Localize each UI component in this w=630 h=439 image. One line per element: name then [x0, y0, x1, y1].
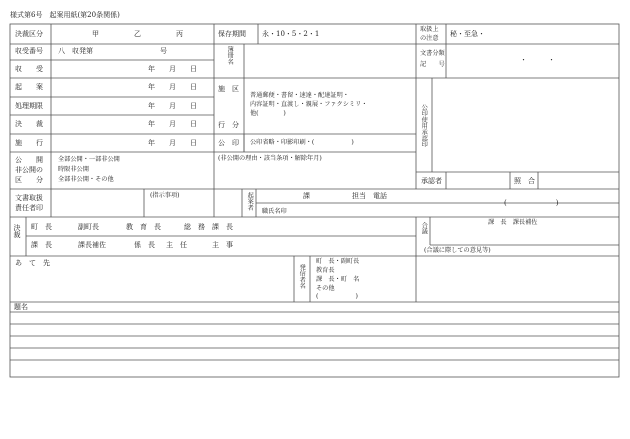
approval-title: 主 事 — [212, 241, 233, 249]
delivery-methods-line-1[interactable]: 普通郵便・書留・速達・配達証明・ — [250, 92, 349, 99]
consultation-label: 合議 — [420, 222, 428, 235]
approver-label: 承認者 — [421, 177, 442, 185]
phone-label: 電話 — [373, 192, 387, 200]
category-label: 施 区 — [218, 85, 239, 93]
drafter-label: 起案者 — [246, 192, 254, 211]
approval-title: 課 長 — [31, 241, 52, 249]
seal-approval-label: 公印使用承認印 — [420, 104, 428, 148]
date-row-value[interactable]: 年 月 日 — [148, 83, 197, 91]
date-row-label: 収 受 — [15, 65, 43, 73]
receipt-number-prefix: 八 収発第 — [58, 47, 93, 55]
seal-options[interactable]: 公印省略・印影印刷・( ) — [250, 139, 354, 146]
handling-label-2: の注意 — [420, 35, 439, 42]
date-row-label: 施 行 — [15, 139, 43, 147]
handler-label-2: 責任者印 — [15, 204, 43, 212]
sender-label: 発信者名 — [298, 264, 306, 289]
instruction-label: (指示事項) — [150, 192, 180, 199]
approval-title: 町 長 — [31, 223, 52, 231]
subject-label: 題名 — [14, 303, 28, 311]
doc-class-label-2: 記 号 — [420, 61, 445, 68]
approval-title: 係 長 — [134, 241, 155, 249]
handling-label-1: 取扱上 — [420, 26, 439, 33]
decision-option-hei[interactable]: 丙 — [176, 30, 183, 38]
approval-label: 決裁 — [13, 224, 21, 238]
person-in-charge-label: 担当 — [352, 192, 366, 200]
disclosure-note: (非公開の理由・該当条項・解除年月) — [218, 155, 322, 162]
delivery-methods-line-3[interactable]: 他( ) — [250, 110, 286, 117]
delivery-methods-line-2[interactable]: 内容証明・直渡し・親展・ファクシミリ・ — [250, 101, 368, 108]
approval-title: 教 育 長 — [126, 223, 161, 231]
sender-option[interactable]: ( ) — [316, 293, 358, 300]
decision-option-otsu[interactable]: 乙 — [134, 30, 141, 38]
title-name-label: 職氏名印 — [262, 208, 287, 215]
consultation-opinion: (合議に際しての意見等) — [424, 247, 491, 254]
approval-title: 総 務 課 長 — [184, 223, 233, 231]
section-label: 課 — [303, 192, 310, 200]
sender-option[interactable]: 教育長 — [316, 267, 335, 274]
disclosure-label-3: 区 分 — [15, 176, 43, 184]
decision-option-ko[interactable]: 甲 — [92, 30, 99, 38]
sender-option[interactable]: その他 — [316, 285, 335, 292]
date-row-label: 決 裁 — [15, 120, 43, 128]
disclosure-option[interactable]: 全部公開・一部非公開 — [58, 156, 120, 163]
date-row-label: 処理期限 — [15, 102, 43, 110]
co-sign-label: 照 合 — [514, 177, 535, 185]
receipt-number-label: 収受番号 — [15, 47, 43, 55]
doc-class-label-1: 文書分類 — [420, 50, 445, 57]
doc-class-separators[interactable]: ・ ・ — [520, 56, 555, 64]
receipt-number-suffix: 号 — [160, 47, 167, 55]
addressee-label: あ て 先 — [15, 259, 50, 267]
disclosure-label-1: 公 開 — [15, 156, 43, 164]
date-row-value[interactable]: 年 月 日 — [148, 139, 197, 147]
decision-category-label: 決裁区分 — [15, 30, 43, 38]
filing-label: 簿冊名 — [226, 46, 234, 65]
date-row-label: 起 案 — [15, 83, 43, 91]
approval-title: 課長補佐 — [78, 241, 106, 249]
form-number: 様式第6号 起案用紙(第20条関係) — [10, 11, 120, 19]
disclosure-option[interactable]: 全部非公開・その他 — [58, 176, 114, 183]
retention-values[interactable]: 永・10・5・2・1 — [262, 30, 320, 38]
consultation-titles: 課 長 課長補佐 — [488, 219, 538, 226]
sender-option[interactable]: 課 長・町 名 — [316, 276, 360, 283]
seal-label: 公 印 — [218, 139, 239, 147]
handler-label-1: 文書取扱 — [15, 194, 43, 202]
date-row-value[interactable]: 年 月 日 — [148, 102, 197, 110]
handling-values[interactable]: 秘・至急・ — [450, 30, 485, 38]
sender-option[interactable]: 町 長・副町長 — [316, 258, 360, 265]
disclosure-option[interactable]: 時限非公開 — [58, 166, 89, 173]
date-row-value[interactable]: 年 月 日 — [148, 120, 197, 128]
retention-label: 保存期間 — [218, 30, 246, 38]
disclosure-label-2: 非公開の — [15, 166, 43, 174]
phone-paren[interactable]: ( ) — [504, 199, 559, 207]
line-label: 行 分 — [218, 121, 239, 129]
date-row-value[interactable]: 年 月 日 — [148, 65, 197, 73]
approval-title: 主 任 — [166, 241, 187, 249]
approval-title: 副町長 — [78, 223, 99, 231]
